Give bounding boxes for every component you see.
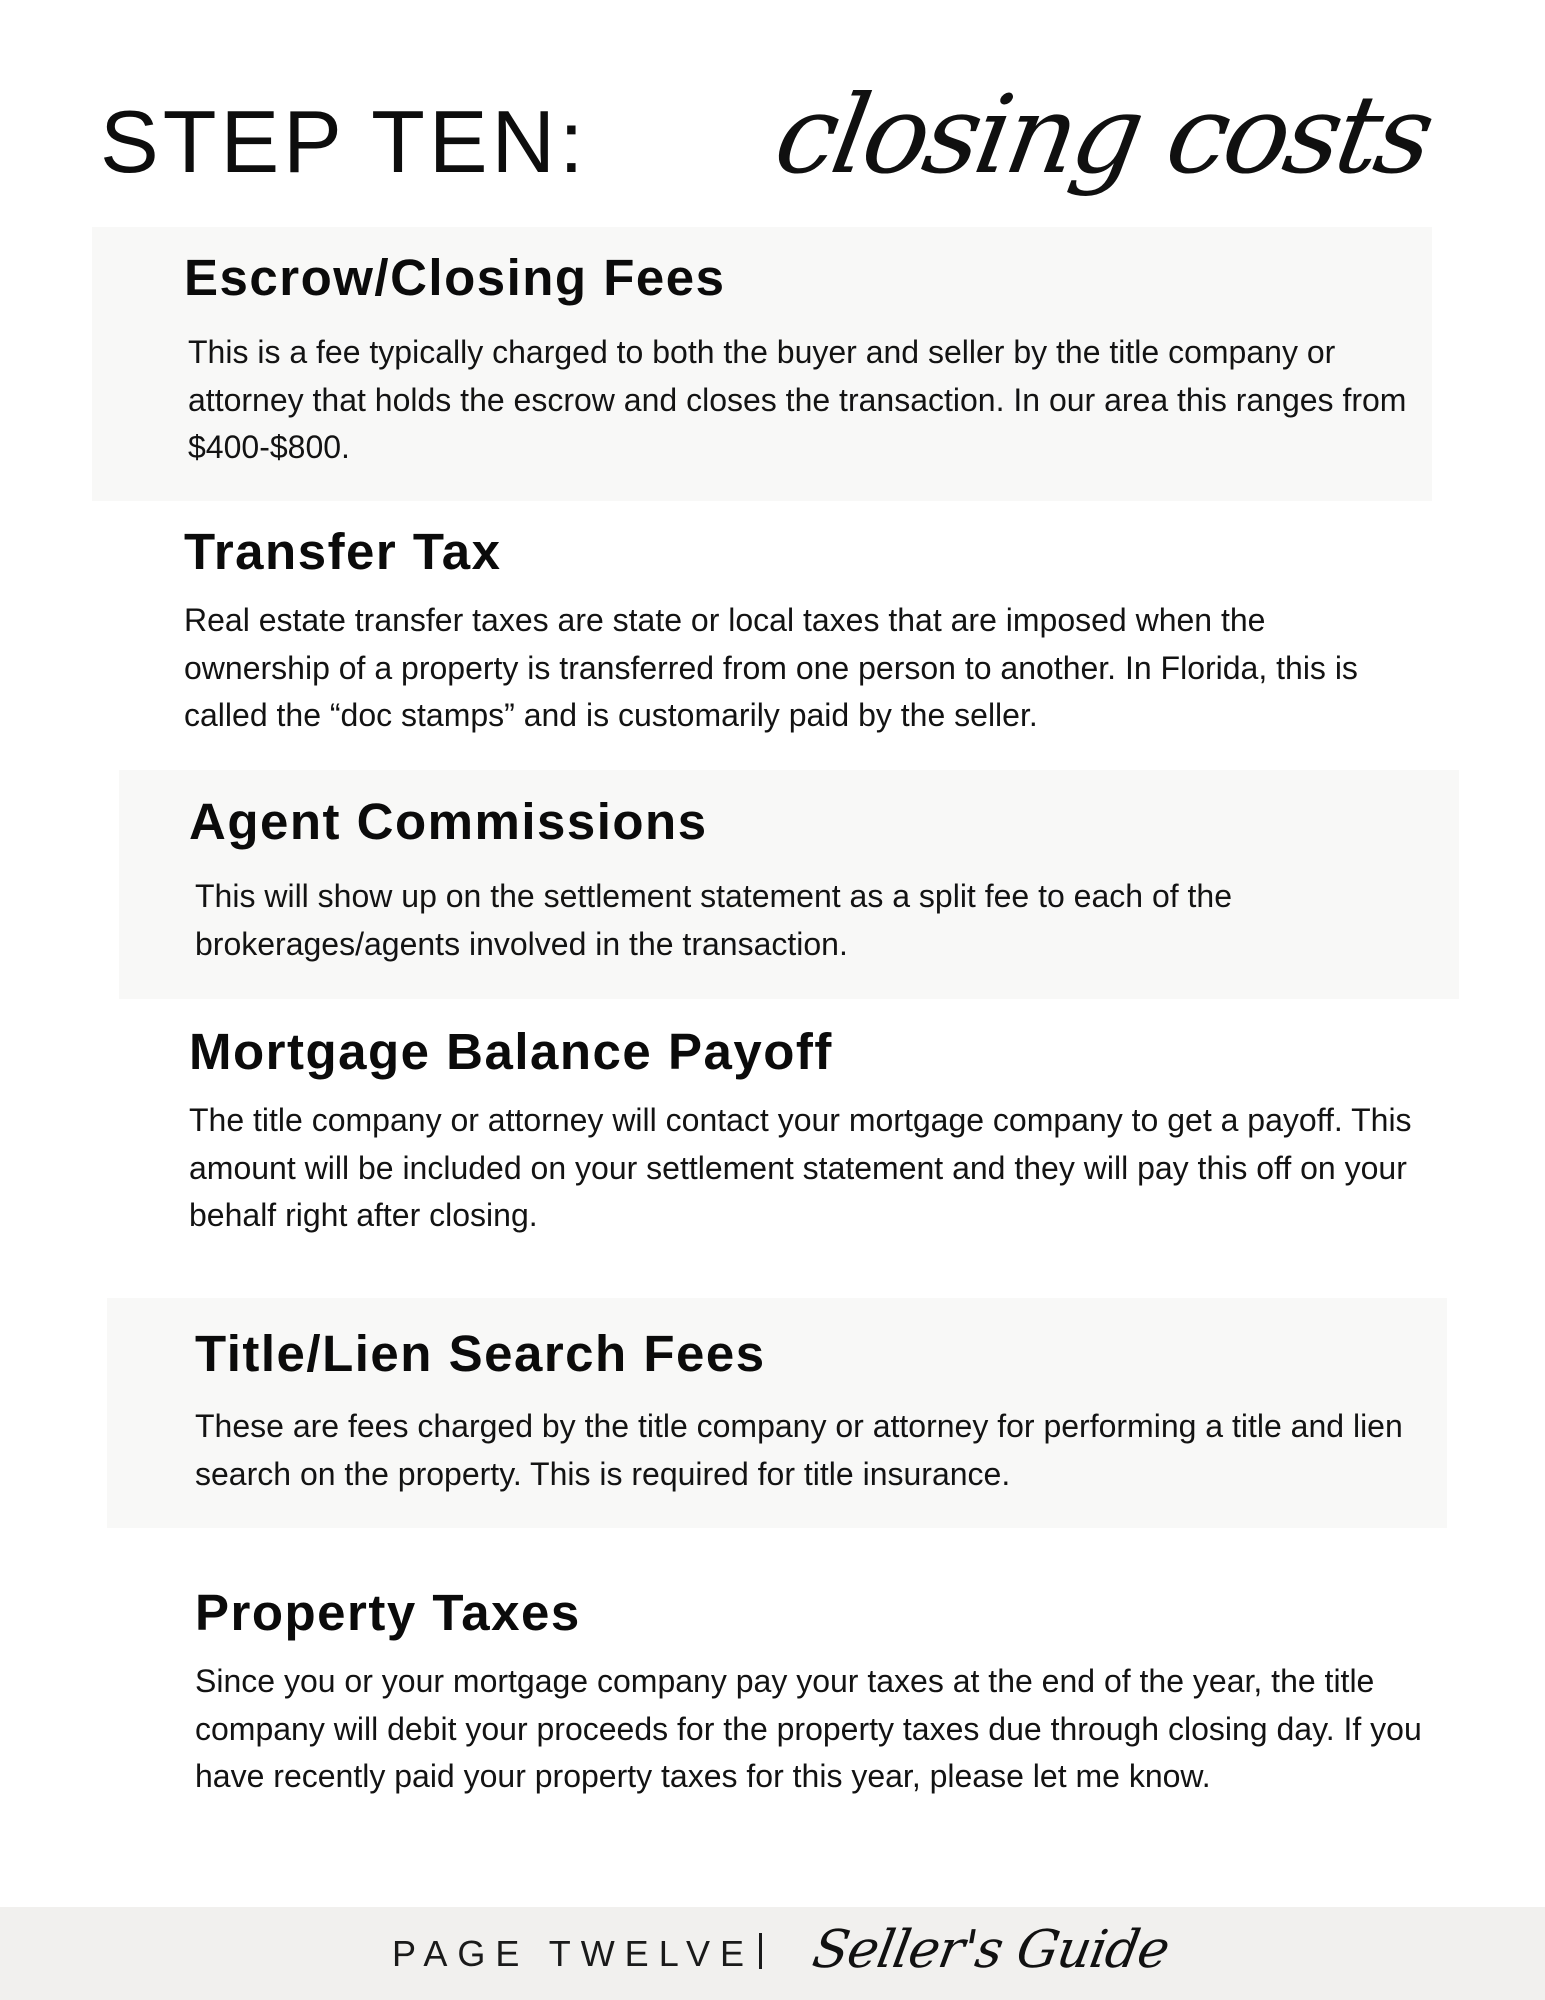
section-escrow-closing-fees [92, 227, 1432, 501]
section-heading: Agent Commissions [189, 793, 708, 850]
section-heading: Property Taxes [195, 1584, 581, 1641]
section-body: These are fees charged by the title company or attorney for performing a title and lien search on the property. This is required for title insurance. [195, 1408, 1403, 1492]
script-title: closing costs [766, 73, 1440, 198]
section-heading: Title/Lien Search Fees [195, 1325, 766, 1382]
footer-divider [759, 1933, 762, 1969]
section-body: Since you or your mortgage company pay your taxes at the end of the year, the title company will debit your proceeds for the property taxes due through closing day. If you have recently paid your property taxes for this year, please let me know. [195, 1663, 1422, 1794]
page-header [0, 0, 1545, 225]
section-property-taxes [107, 1565, 1447, 1865]
section-mortgage-balance-payoff [119, 1012, 1459, 1257]
section-body: The title company or attorney will contact your mortgage company to get a payoff. This amount will be included on your settlement statement and they will pay this off on your behalf right after closing. [189, 1102, 1412, 1233]
section-heading: Mortgage Balance Payoff [189, 1023, 833, 1080]
section-heading: Escrow/Closing Fees [184, 249, 726, 306]
section-heading: Transfer Tax [184, 523, 502, 580]
section-title-lien-search-fees [107, 1298, 1447, 1528]
section-body: This will show up on the settlement statement as a split fee to each of the brokerages/agents involved in the transaction. [195, 878, 1232, 962]
section-body: Real estate transfer taxes are state or local taxes that are imposed when the ownership of a property is transferred from one person to another. In Florida, this is called the “doc stamps” and is customarily paid by the seller. [184, 602, 1358, 733]
page-footer [0, 1907, 1545, 2000]
section-agent-commissions [119, 770, 1459, 999]
page-number-label: PAGE TWELVE [392, 1933, 755, 1974]
guide-title: Seller's Guide [808, 1920, 1174, 1980]
section-transfer-tax [92, 510, 1432, 755]
step-title: STEP TEN: [100, 92, 588, 191]
section-body: This is a fee typically charged to both the buyer and seller by the title company or attorney that holds the escrow and closes the transaction. In our area this ranges from $400-$800. [188, 334, 1407, 465]
